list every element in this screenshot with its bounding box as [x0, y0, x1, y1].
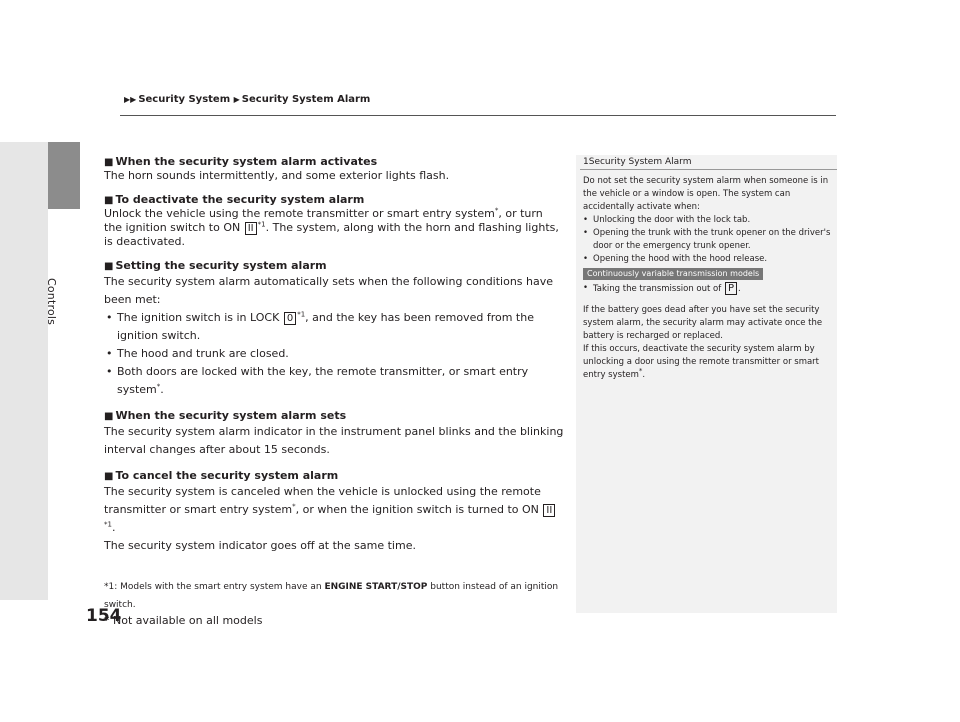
square-bullet-icon: ■ [104, 471, 114, 482]
sidebar-list [583, 282, 831, 296]
engine-start-stop-label: ENGINE START/STOP [324, 582, 428, 592]
header-divider [120, 115, 836, 116]
page-number: 154 [86, 606, 122, 626]
section-text: The security system is canceled when the vehicle is unlocked using the remote transmitter or smart entry system*, or when the ignition switch is turned to ON II$^{*1}$. [104, 483, 564, 537]
section-heading: ■ To cancel the security system alarm [104, 469, 339, 482]
side-tab-marker [48, 142, 80, 209]
conditions-list [104, 309, 564, 399]
square-bullet-icon: ■ [104, 157, 114, 168]
side-tab [0, 142, 48, 600]
section-heading: ■ Setting the security system alarm [104, 259, 327, 272]
footnote: *1: Models with the smart entry system have an ENGINE START/STOP button instead of an ignition switch. [104, 582, 559, 610]
section-text: Unlock the vehicle using the remote transmitter or smart entry system*, or turn the ignition switch to ON II $^{*1}$. The system, along with the horn and flashing lights, is deactivated. [104, 206, 559, 248]
section-heading: ■ When the security system alarm activates [104, 155, 378, 168]
list-item: • Opening the trunk with the trunk opener on the driver's door or the emergency trunk opener. [583, 227, 831, 253]
section-text: The security system indicator goes off at the same time. [104, 539, 416, 552]
sidebar-text: If this occurs, deactivate the security system alarm by unlocking a door using the remote transmitter or smart entry system*. [583, 344, 820, 380]
breadcrumb-item[interactable]: Security System [138, 94, 231, 105]
transmission-models-badge: Continuously variable transmission models [583, 268, 763, 280]
list-item: • Opening the hood with the hood release. [583, 253, 831, 266]
list-item: • The ignition switch is in LOCK 0 $^{*1}$, and the key has been removed from the ignition switch. [104, 309, 564, 345]
square-bullet-icon: ■ [104, 411, 114, 422]
sidebar-body [583, 175, 831, 382]
square-bullet-icon: ■ [104, 261, 114, 272]
ignition-lock-key-icon: 0 [284, 312, 296, 325]
availability-note: * Not available on all models [104, 614, 263, 627]
ignition-on-key-icon: II [245, 222, 257, 235]
section-text: The security system alarm automatically sets when the following conditions have been met: [104, 275, 554, 306]
square-bullet-icon: ■ [104, 195, 114, 206]
list-item: • Both doors are locked with the key, the remote transmitter, or smart entry system*. [104, 363, 564, 399]
park-key-icon: P [725, 282, 737, 295]
section-text: The security system alarm indicator in the instrument panel blinks and the blinking interval changes after about 15 seconds. [104, 425, 564, 456]
list-item: • Unlocking the door with the lock tab. [583, 214, 831, 227]
ignition-on-key-icon: II [543, 504, 555, 517]
section-heading: ■ When the security system alarm sets [104, 409, 347, 422]
main-content [104, 155, 564, 555]
breadcrumb [124, 94, 370, 105]
list-item: • The hood and trunk are closed. [104, 345, 564, 363]
breadcrumb-item[interactable]: Security System Alarm [241, 94, 371, 105]
sidebar-title: 1Security System Alarm [583, 157, 692, 167]
section-text: The horn sounds intermittently, and some exterior lights flash. [104, 169, 450, 182]
list-item: • Taking the transmission out of P . [583, 282, 831, 296]
section-heading: ■ To deactivate the security system alarm [104, 193, 365, 206]
sidebar-text: Do not set the security system alarm when someone is in the vehicle or a window is open. The system can accidentally activate when: [583, 176, 829, 212]
side-tab-label: Controls [45, 278, 58, 326]
sidebar-divider [580, 169, 837, 170]
breadcrumb-arrow-icon: ▶ [233, 95, 240, 104]
sidebar-text: If the battery goes dead after you have set the security system alarm, the security alarm may activate once the battery is recharged or replaced. [583, 305, 823, 341]
breadcrumb-arrow-icon: ▶▶ [124, 95, 137, 104]
reference-icon: 1 [583, 157, 589, 167]
sidebar-list [583, 214, 831, 266]
